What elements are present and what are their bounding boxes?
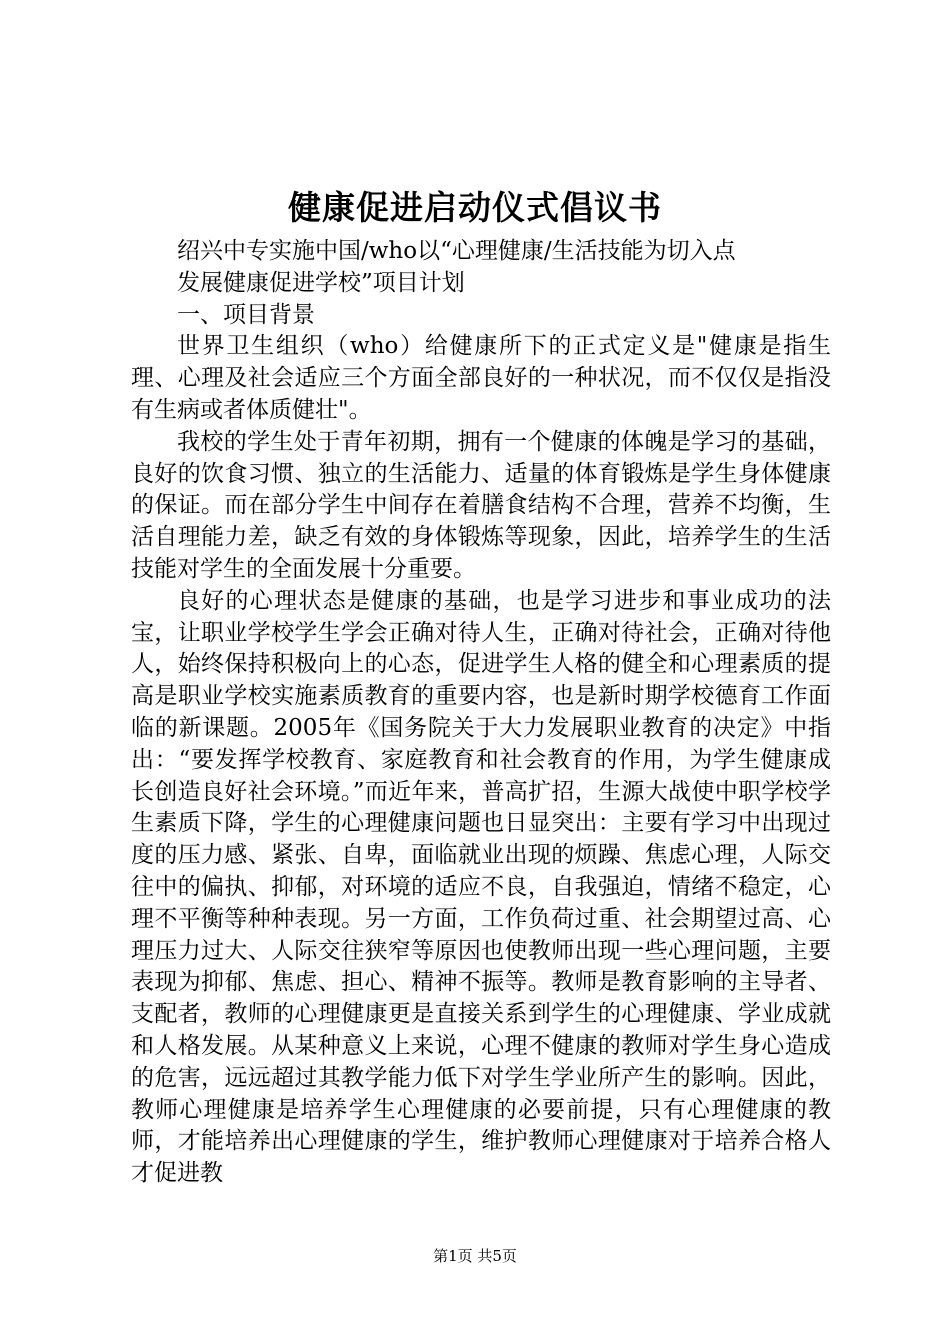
page-indicator: 第1页 共5页 bbox=[433, 1247, 517, 1265]
paragraph-health-definition: 世界卫生组织（who）给健康所下的正式定义是"健康是指生理、心理及社会适应三个方面全部良好的一种状况，而不仅仅是指没有生病或者体质健壮"。 bbox=[131, 333, 831, 423]
paragraph-mental-health: 良好的心理状态是健康的基础，也是学习进步和事业成功的法宝，让职业学校学生学会正确对待人生，正确对待社会，正确对待他人，始终保持积极向上的心态，促进学生人格的健全和心理素质的提高是职业学校实施素质教育的重要内容，也是新时期学校德育工作面临的新课题。2005年《国务院关于大力发展职业教育的决定》中指出：“要发挥学校教育、家庭教育和社会教育的作用，为学生健康成长创造良好社会环境。”而近年来，普高扩招，生源大战使中职学校学生素质下降，学生的心理健康问题也日显突出：主要有学习中出现过度的压力感、紧张、自卑，面临就业出现的烦躁、焦虑心理，人际交往中的偏执、抑郁，对环境的适应不良，自我强迫，情绪不稳定，心理不平衡等种种表现。另一方面，工作负荷过重、社会期望过高、心理压力过大、人际交往狭窄等原因也使教师出现一些心理问题，主要表现为抑郁、焦虑、担心、精神不振等。教师是教育影响的主导者、支配者，教师的心理健康更是直接关系到学生的心理健康、学业成就和人格发展。从某种意义上来说，心理不健康的教师对学生身心造成的危害，远远超过其教学能力低下对学生学业所产生的影响。因此，教师心理健康是培养学生心理健康的必要前提，只有心理健康的教师，才能培养出心理健康的学生，维护教师心理健康对于培养合格人才促进教 bbox=[131, 587, 831, 1187]
document-title: 健康促进启动仪式倡议书 bbox=[288, 188, 662, 227]
subtitle-line-1: 绍兴中专实施中国/who以“心理健康/生活技能为切入点 bbox=[177, 238, 736, 264]
subtitle-line-2: 发展健康促进学校”项目计划 bbox=[177, 269, 465, 296]
section-heading: 一、项目背景 bbox=[177, 301, 315, 328]
document-body bbox=[131, 236, 831, 1190]
paragraph-student-physical-health: 我校的学生处于青年初期，拥有一个健康的体魄是学习的基础，良好的饮食习惯、独立的生活能力、适量的体育锻炼是学生身体健康的保证。而在部分学生中间存在着膳食结构不合理，营养不均衡，生活自理能力差，缺乏有效的身体锻炼等现象，因此，培养学生的生活技能对学生的全面发展十分重要。 bbox=[131, 428, 831, 582]
